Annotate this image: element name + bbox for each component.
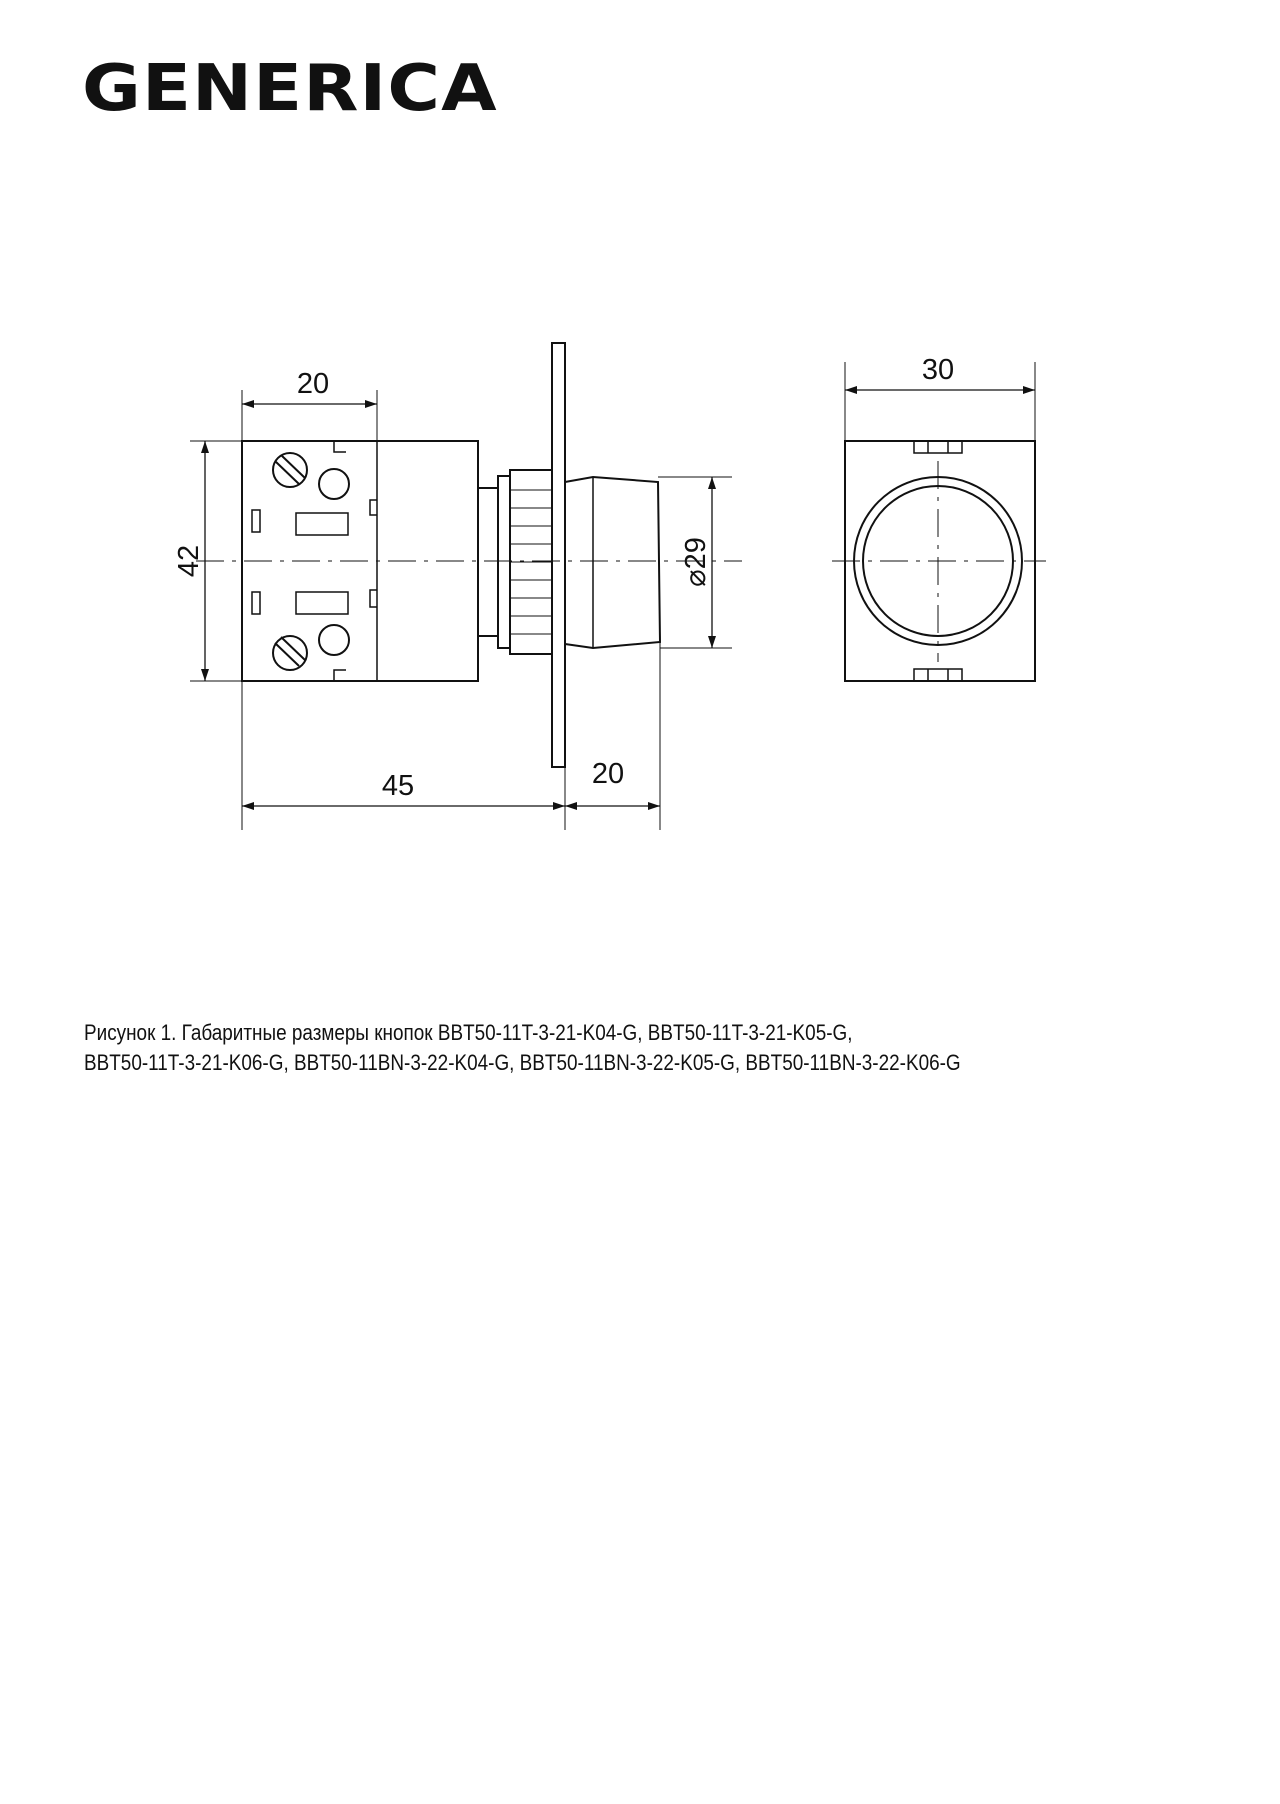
adapter-collar <box>478 470 552 654</box>
front-view <box>832 362 1046 681</box>
dimension-lines <box>205 404 712 806</box>
terminal-screw-bottom <box>273 625 349 670</box>
figure-caption <box>84 1018 1047 1078</box>
dim-label-20-top: 20 <box>296 368 330 400</box>
front-clip-top <box>914 441 962 453</box>
brand-logo: GENERICA <box>82 52 498 126</box>
push-button-head <box>565 477 660 648</box>
front-center-lines <box>832 461 1046 662</box>
side-view <box>190 343 742 830</box>
caption-line-1: Рисунок 1. Габаритные размеры кнопок BBT50-11T-3-21-K04-G, BBT50-11T-3-21-K05-G, <box>84 1020 853 1045</box>
mounting-panel <box>552 343 565 767</box>
extension-lines <box>190 390 732 830</box>
dim-label-30: 30 <box>921 354 955 386</box>
dim-label-45: 45 <box>381 770 415 802</box>
dim-label-diameter-29: ⌀29 <box>680 537 712 587</box>
terminal-screw-top <box>273 453 349 499</box>
caption-line-2: BBT50-11T-3-21-K06-G, BBT50-11BN-3-22-K04-G, BBT50-11BN-3-22-K05-G, BBT50-11BN-3-22-K06-G <box>84 1050 961 1075</box>
dim-label-20-bottom: 20 <box>591 758 625 790</box>
dim-label-42: 42 <box>173 544 205 578</box>
front-clip-bottom <box>914 669 962 681</box>
